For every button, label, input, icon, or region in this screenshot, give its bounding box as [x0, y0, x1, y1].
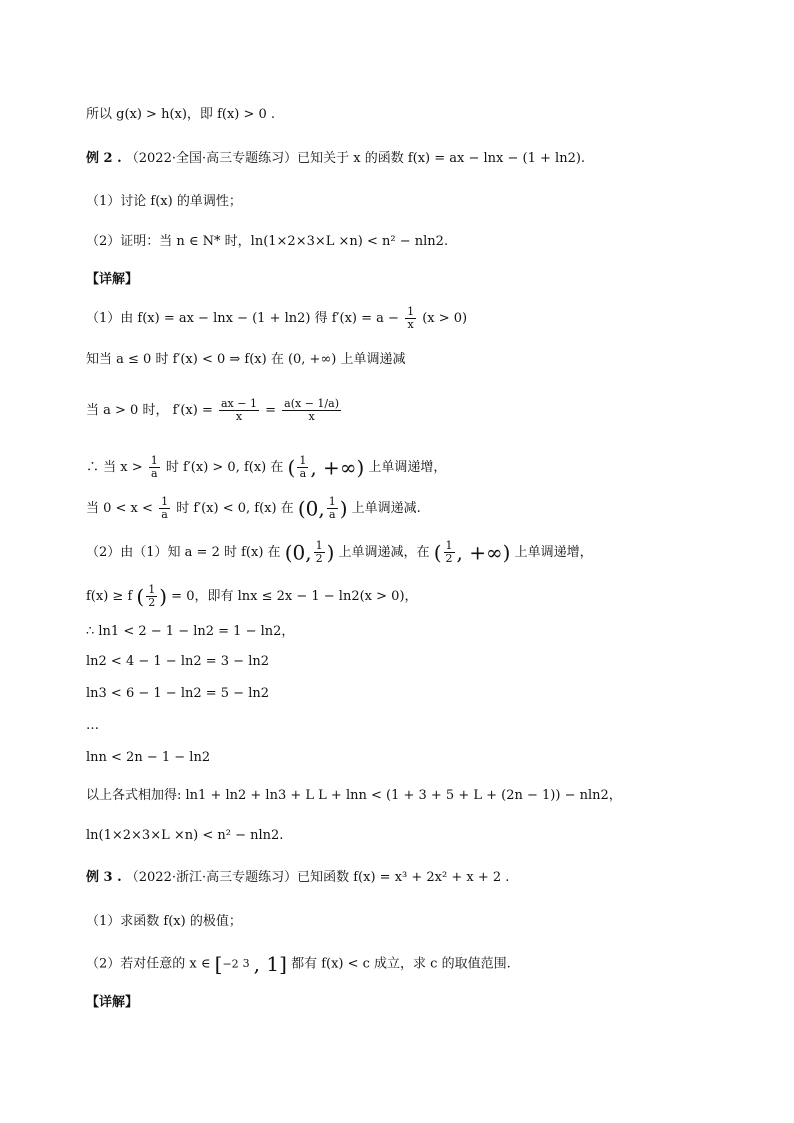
line-14: ln2 < 4 − 1 − ln2 = 3 − ln2 [86, 654, 270, 669]
line-8-b: f′(x) = [172, 403, 213, 418]
frac-den: 2 [445, 552, 453, 565]
frac-den: x [407, 318, 414, 331]
interval-close: ) [339, 496, 348, 521]
frac-num: 1 [161, 495, 169, 508]
frac-den: x [235, 410, 243, 423]
line-11-b: 上单调递减，在 [338, 545, 430, 560]
line-6-b: (x > 0) [422, 311, 468, 326]
line-8 [86, 398, 343, 423]
example-2-label: 例 2 . [86, 151, 122, 166]
frac-half [314, 540, 325, 565]
paren-open: ( [287, 455, 296, 480]
line-12 [86, 584, 418, 609]
line-4: （2）证明：当 n ∈ N* 时，ln(1×2×3×L ×n) < n² − nln2. [86, 234, 449, 249]
line-11 [86, 540, 593, 565]
interval-open: (0, [297, 496, 325, 521]
bracket-open: [ [214, 952, 223, 976]
paren-open: ( [433, 540, 442, 565]
frac-num: 1 [328, 495, 336, 508]
paren-close: , +∞) [310, 455, 365, 480]
frac-den: a [328, 508, 336, 521]
frac-num: 1 [445, 539, 453, 552]
example-3-heading [86, 868, 509, 888]
frac-den: a [299, 467, 307, 480]
frac-num: 1 [150, 454, 158, 467]
line-10-a: 当 0 < x < [86, 501, 153, 516]
frac-den: x [308, 410, 315, 423]
frac-1-over-a-interval [297, 455, 308, 480]
frac-1-over-a [159, 496, 170, 521]
frac-num: ax − 1 [221, 397, 257, 410]
frac-two-thirds-den [241, 958, 252, 970]
line-11-a: （2）由（1）知 a = 2 时 f(x) 在 [86, 545, 281, 560]
line-9-b: 时 f′(x) > 0, f(x) 在 [165, 460, 284, 475]
equals: = [265, 403, 277, 418]
frac-half [146, 584, 157, 609]
solution-heading-1: 【详解】 [86, 272, 139, 287]
paren-open: ( [136, 584, 145, 609]
line-16: … [86, 718, 99, 733]
line-13: ∴ ln1 < 2 − 1 − ln2 = 1 − ln2， [86, 624, 295, 639]
example-3-text: （2022·浙江·高三专题练习）已知函数 f(x) = x³ + 2x² + x + 2 . [125, 870, 510, 885]
frac-den: 2 [148, 596, 156, 609]
interval-close: ) [326, 540, 335, 565]
example-3-label: 例 3 . [86, 870, 122, 885]
line-22-a: （2）若对任意的 x ∈ [86, 956, 211, 972]
line-3: （1）讨论 f(x) 的单调性； [86, 194, 242, 209]
line-12-b: = 0，即有 lnx ≤ 2x − 1 − ln2(x > 0)， [171, 589, 418, 604]
line-9-c: 上单调递增， [368, 460, 447, 475]
interval-open: (0, [284, 540, 312, 565]
line-7: 知当 a ≤ 0 时 f′(x) < 0 ⇒ f(x) 在 (0, +∞) 上单调递减 [86, 352, 406, 367]
paren-close: ) [159, 584, 168, 609]
line-6 [86, 306, 467, 331]
line-21: （1）求函数 f(x) 的极值； [86, 914, 242, 929]
solution-heading-2: 【详解】 [86, 995, 139, 1010]
frac-num: 1 [148, 583, 156, 596]
frac-den: a [161, 508, 168, 521]
line-12-a: f(x) ≥ f [86, 589, 133, 604]
frac-den: a [150, 467, 158, 480]
line-22-b: 都有 f(x) < c 成立，求 c 的取值范围. [291, 956, 511, 972]
line-15: ln3 < 6 − 1 − ln2 = 5 − ln2 [86, 686, 270, 701]
neg-two: −2 [222, 957, 239, 971]
frac-num: a(x − 1/a) [284, 397, 339, 410]
frac-half [444, 540, 455, 565]
line-17: lnn < 2n − 1 − ln2 [86, 750, 211, 765]
line-22 [86, 954, 511, 975]
line-11-c: 上单调递增， [514, 545, 593, 560]
bracket-close: , 1] [253, 952, 287, 976]
frac-den: 3 [242, 957, 250, 970]
frac-num: 1 [315, 539, 323, 552]
line-9 [86, 455, 446, 480]
line-6-a: （1）由 f(x) = ax − lnx − (1 + ln2) 得 f′(x) = a − [86, 311, 399, 326]
frac-num: 1 [407, 305, 415, 318]
line-19: ln(1×2×3×L ×n) < n² − nln2. [86, 828, 284, 843]
line-10-b: 时 f′(x) < 0, f(x) 在 [176, 501, 294, 516]
line-1: 所以 g(x) > h(x)，即 f(x) > 0 . [86, 107, 276, 122]
frac-1-over-x [405, 306, 416, 331]
line-8-a: 当 a > 0 时， [86, 403, 169, 418]
line-18: 以上各式相加得: ln1 + ln2 + ln3 + L L + lnn < (1 + 3 + 5 + L + (2n − 1)) − nln2， [86, 788, 622, 803]
frac-ax-1-over-x [219, 398, 259, 423]
line-10 [86, 496, 421, 521]
line-9-a: ∴ 当 x > [86, 460, 143, 475]
example-2-text: （2022·全国·高三专题练习）已知关于 x 的函数 f(x) = ax − lnx − (1 + ln2). [125, 151, 586, 166]
frac-1-over-a-interval [327, 496, 338, 521]
frac-a-x-over-x [282, 398, 341, 423]
paren-close: , +∞) [456, 540, 511, 565]
example-2-heading [86, 149, 585, 169]
frac-num: 1 [299, 454, 307, 467]
frac-den: 2 [315, 552, 323, 565]
frac-1-over-a [149, 455, 160, 480]
line-10-c: 上单调递减. [351, 501, 421, 516]
